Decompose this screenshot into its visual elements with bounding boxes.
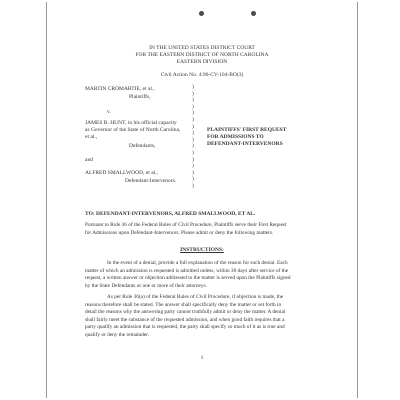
- para2-line-3: detail the reasons why the answering party cannot truthfully admit or deny the matter. A denial: [85, 309, 286, 316]
- defendant-name: JAMES B. HUNT, in his official capacity: [85, 120, 177, 126]
- intro-line-2: for Admissions upon Defendant-Intervenors. Please admit or deny the following matters.: [85, 229, 274, 236]
- para1-line-4: by the State Defendants or one or more of their attorneys.: [85, 282, 207, 289]
- caption-bracket: ) ) ) ) ) ) ) ) ) ) ) ) ) ) ) ): [192, 84, 194, 189]
- para2-line-4: shall fairly meet the substance of the requested admission, and when good faith requires that a: [85, 316, 285, 323]
- court-division: EASTERN DIVISION: [176, 59, 228, 65]
- plaintiff-role: Plaintiffs,: [129, 94, 151, 100]
- para1-line-1: In the event of a denial, provide a full explanation of the reason for such denial. Each: [107, 260, 288, 266]
- instructions-paragraph-1: [85, 260, 329, 290]
- plaintiff-name: MARTIN CROMARTIE, et al.,: [85, 86, 155, 92]
- court-name-line-1: IN THE UNITED STATES DISTRICT COURT: [149, 45, 255, 51]
- para1-line-3: request, a written answer or objection addressed to the matter is served upon the Plaintiffs signed: [85, 275, 291, 282]
- defendant-role: Defendants,: [129, 143, 156, 149]
- intervenor-name: ALFRED SMALLWOOD, et al.,: [85, 170, 158, 176]
- addressee-line: TO: DEFENDANT-INTERVENORS, ALFRED SMALLWOOD, ET AL.: [85, 211, 256, 217]
- civil-action-number: Civil Action No. 4:96-CV-104-BO(3): [160, 72, 244, 78]
- para2-line-5: party qualify an admission that is requested, the party shall specify so much of it as is true and: [85, 324, 285, 331]
- para2-line-1: As per Rule 36(a) of the Federal Rules of Civil Procedure, if objection is made, the: [107, 294, 284, 300]
- intro-paragraph: [85, 222, 329, 237]
- and-label: and: [85, 157, 93, 163]
- page-number: 1: [200, 355, 204, 361]
- intro-line-1: Pursuant to Rule 36 of the Federal Rules of Civil Procedure, Plaintiffs serve their First Request: [85, 222, 287, 228]
- para1-line-2: matter of which an admission is requested is admitted unless, within 30 days after service of the: [85, 267, 289, 274]
- versus-label: v.: [107, 109, 111, 115]
- document-page: [46, 2, 358, 398]
- para2-line-2: reasons therefore shall be stated. The answer shall specifically deny the matter or set forth in: [85, 301, 282, 308]
- intervenor-role: Defendant-Intervenors.: [125, 178, 177, 184]
- defendant-capacity: as Governor of the State of North Carolina,: [85, 127, 181, 133]
- court-name-line-2: FOR THE EASTERN DISTRICT OF NORTH CAROLINA: [135, 52, 269, 58]
- doc-title-line-3: DEFENDANT-INTERVENORS: [207, 141, 283, 147]
- instructions-heading: INSTRUCTIONS:: [180, 247, 224, 253]
- defendant-et-al: et al.,: [85, 134, 98, 140]
- instructions-paragraph-2: [85, 294, 329, 340]
- binder-hole-left: [199, 11, 204, 16]
- doc-title-line-2: FOR ADMISSIONS TO: [207, 134, 264, 140]
- binder-hole-right: [251, 11, 256, 16]
- para2-line-6: qualify or deny the remainder.: [85, 331, 149, 338]
- doc-title-line-1: PLAINTIFFS' FIRST REQUEST: [207, 127, 287, 133]
